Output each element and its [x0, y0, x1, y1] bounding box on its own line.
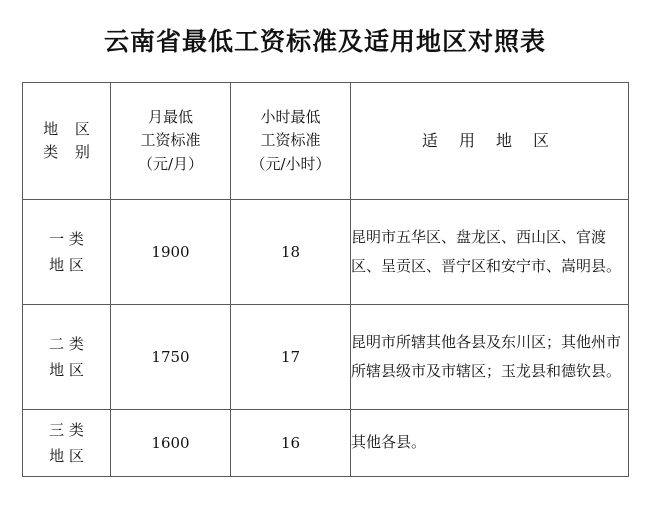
column-header-category — [23, 83, 111, 200]
row-category-line-1: 三 类 — [49, 420, 84, 439]
row-category-cell — [23, 305, 111, 410]
column-header-area-label: 适 用 地 区 — [421, 130, 558, 150]
row-monthly-wage-value: 1900 — [111, 200, 231, 305]
row-hourly-wage-value: 16 — [231, 410, 351, 477]
minimum-wage-table — [22, 82, 629, 477]
row-category-line-2: 地 区 — [49, 447, 84, 465]
column-header-category-line-2: 类 别 — [43, 143, 96, 161]
row-category-line-1: 二 类 — [49, 334, 84, 353]
wage-table-container — [22, 82, 628, 477]
row-hourly-wage-value: 18 — [231, 200, 351, 305]
table-row — [23, 200, 629, 305]
row-monthly-wage-value: 1750 — [111, 305, 231, 410]
column-header-monthly-line-1: 月最低 — [147, 108, 193, 127]
row-category-line-1: 一 类 — [49, 229, 84, 248]
row-category-cell — [23, 200, 111, 305]
table-header-row — [23, 83, 629, 200]
column-header-monthly-line-3: （元/月） — [137, 154, 204, 173]
table-row — [23, 305, 629, 410]
table-header — [23, 83, 629, 200]
row-category-line-2: 地 区 — [49, 361, 84, 379]
column-header-hourly-line-1: 小时最低 — [260, 108, 321, 127]
row-applicable-area-text: 昆明市所辖其他各县及东川区；其他州市所辖县级市及市辖区；玉龙县和德钦县。 — [351, 305, 629, 410]
column-header-hourly-wage — [231, 83, 351, 200]
column-header-hourly-line-2: 工资标准 — [260, 131, 321, 150]
column-header-monthly-wage — [111, 83, 231, 200]
row-category-line-2: 地 区 — [49, 256, 84, 274]
page-title: 云南省最低工资标准及适用地区对照表 — [103, 27, 546, 56]
table-body — [23, 200, 629, 477]
table-row — [23, 410, 629, 477]
column-header-category-line-1: 地 区 — [43, 119, 96, 138]
row-monthly-wage-value: 1600 — [111, 410, 231, 477]
column-header-applicable-area — [351, 83, 629, 200]
row-applicable-area-text: 昆明市五华区、盘龙区、西山区、官渡区、呈贡区、晋宁区和安宁市、嵩明县。 — [351, 200, 629, 305]
row-applicable-area-text: 其他各县。 — [351, 410, 629, 477]
row-hourly-wage-value: 17 — [231, 305, 351, 410]
column-header-monthly-line-2: 工资标准 — [140, 131, 201, 150]
row-category-cell — [23, 410, 111, 477]
column-header-hourly-line-3: （元/小时） — [250, 154, 331, 173]
